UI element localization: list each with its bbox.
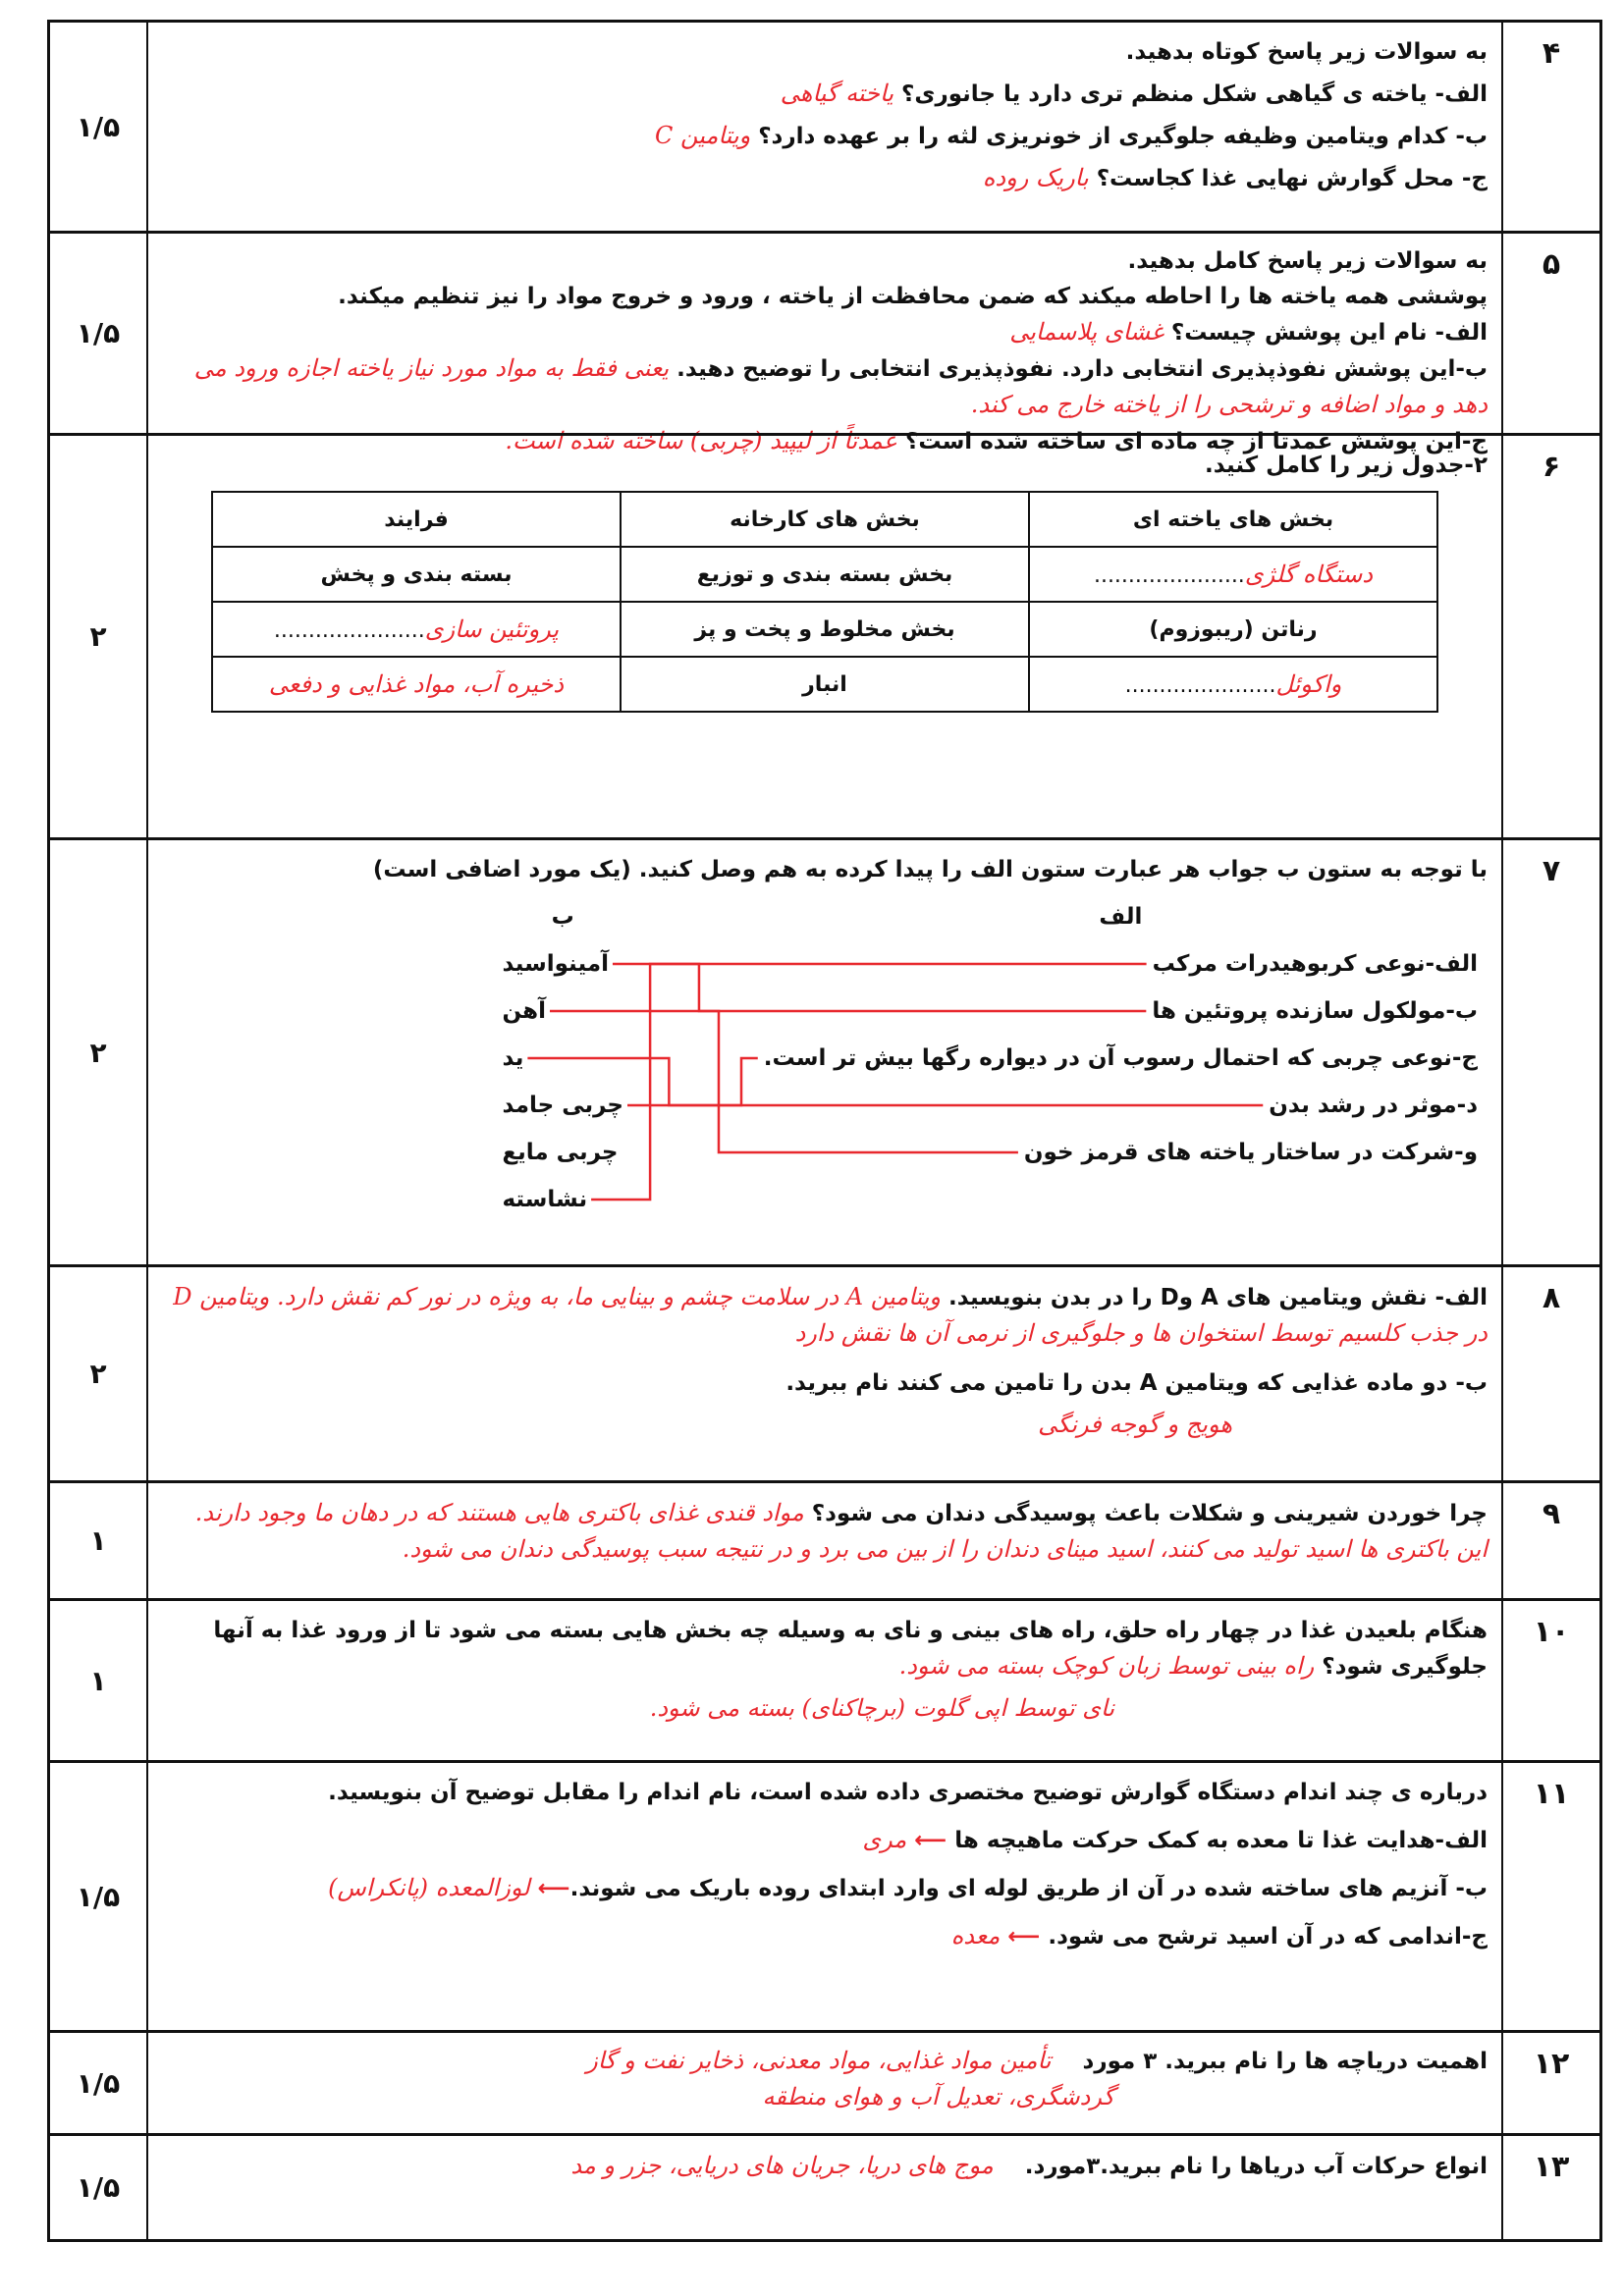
- handwritten-answer: مواد قندی غذای باکتری هایی هستند که در دهان ما وجود دارند. این باکتری ها اسید تولید می کنند، اسید مینای دندان را از بین می برد و در نتیجه سبب پوسیدگی دندان می شود.: [194, 1499, 1488, 1563]
- question-item: ب- آنزیم های ساخته شده در آن از طریق لوله ای وارد ابتدای روده باریک می شوند.⟵ لوزالمعده (پانکراس): [328, 1874, 1488, 1901]
- question-score: ۲: [50, 1267, 148, 1480]
- question-item: انواع حرکات آب دریاها را نام ببرید.۳مورد. موج های دریا، جریان های دریایی، جزر و مد: [570, 2152, 1488, 2179]
- handwritten-answer: ذخیره آب، مواد غذایی و دفعی: [268, 670, 565, 698]
- table-row: [212, 602, 1437, 657]
- question-body: [148, 1483, 1501, 1598]
- question-item: اهمیت دریاچه ها را نام ببرید. ۳ مورد تأمین مواد غذایی، مواد معدنی، ذخایر نفت و گاز: [586, 2047, 1488, 2074]
- question-item: ج-این پوشش عمدتا از چه ماده ای ساخته شده است؟ عمدتاً از لیپید (چربی) ساخته شده است.: [505, 427, 1488, 454]
- handwritten-answer: نای توسط اپی گلوت (برچاکنای) بسته می شود.: [649, 1694, 1114, 1722]
- question-item: چرا خوردن شیرینی و شکلات باعث پوسیدگی دندان می شود؟ مواد قندی غذای باکتری هایی هستند که در دهان ما وجود دارند. این باکتری ها اسید تولید می کنند، اسید مینای دندان را از بین می برد و در نتیجه سبب پوسیدگی دندان می شود.: [194, 1499, 1488, 1563]
- table-header-row: [212, 492, 1437, 547]
- question-number: ۵: [1501, 234, 1599, 433]
- handwritten-answer: ویتامین C: [655, 122, 751, 149]
- column-a: [764, 893, 1478, 1176]
- question-score: ۲: [50, 840, 148, 1264]
- question-score: ۲: [50, 436, 148, 837]
- column-b-item: چربی جامد: [502, 1093, 623, 1118]
- question-prompt: درباره ی چند اندام دستگاه گوارش توضیح مختصری داده شده است، نام اندام را مقابل توضیح آن بنویسید.: [328, 1780, 1488, 1805]
- handwritten-answer: غشای پلاسمایی: [1009, 318, 1164, 346]
- question-number: ۱۰: [1501, 1601, 1599, 1760]
- question-item: الف-هدایت غذا تا معده به کمک حرکت ماهیچه ها ⟵ مری: [862, 1826, 1488, 1853]
- question-score: ۱/۵: [50, 2136, 148, 2239]
- question-prompt: به سوالات زیر پاسخ کوتاه بدهید.: [1125, 39, 1488, 65]
- handwritten-answer: پروتئین سازی: [424, 615, 560, 643]
- column-b-item: آهن: [502, 998, 546, 1024]
- table-cell: پروتئین سازی......................: [212, 602, 621, 657]
- question-number: ۱۱: [1501, 1763, 1599, 2030]
- column-a-item: و-شرکت در ساختار یاخته های قرمز خون: [1023, 1140, 1478, 1165]
- question-row-4: [50, 23, 1599, 231]
- matching-area: [162, 893, 1488, 1237]
- handwritten-answer: مری: [862, 1826, 907, 1853]
- question-body: [148, 1267, 1501, 1480]
- table-cell: رناتن (ریبوزوم): [1029, 602, 1437, 657]
- question-number: ۱۳: [1501, 2136, 1599, 2239]
- column-b-item: چربی مایع: [502, 1140, 619, 1165]
- column-b: [502, 893, 623, 1223]
- table-header: فرایند: [212, 492, 621, 547]
- handwritten-answer: ویتامین A در سلامت چشم و بینایی ما، به ویژه در نور کم نقش دارد. ویتامین D در جذب کلسیم توسط استخوان ها و جلوگیری از نرمی آن ها نقش دارد: [173, 1283, 1488, 1347]
- question-body: [148, 23, 1501, 231]
- arrow-icon: ⟵: [914, 1828, 947, 1853]
- question-body: [148, 436, 1501, 837]
- table-cell: بخش مخلوط و پخت و پز: [621, 602, 1029, 657]
- question-item: هنگام بلعیدن غذا در چهار راه حلق، راه های بینی و نای به وسیله چه بخش هایی بسته می شود تا از ورود غذا به آنها جلوگیری شود؟ راه بینی توسط زبان کوچک بسته می شود.: [213, 1618, 1488, 1680]
- column-b-title: ب: [551, 904, 574, 930]
- table-cell: واکوئل......................: [1029, 657, 1437, 712]
- question-score: ۱/۵: [50, 234, 148, 433]
- question-score: ۱: [50, 1483, 148, 1598]
- arrow-icon: ⟵: [1007, 1924, 1041, 1949]
- handwritten-answer: گردشگری، تعدیل آب و هوای منطقه: [762, 2083, 1114, 2110]
- column-b-item: نشاسته: [502, 1187, 588, 1212]
- handwritten-answer: لوزالمعده (پانکراس): [328, 1874, 530, 1901]
- question-item: الف- یاخته ی گیاهی شکل منظم تری دارد یا جانوری؟ یاخته گیاهی: [780, 80, 1488, 107]
- question-prompt: با توجه به ستون ب جواب هر عبارت ستون الف را پیدا کرده به هم وصل کنید. (یک مورد اضافی است): [372, 857, 1488, 882]
- column-a-item: الف-نوعی کربوهیدرات مرکب: [1152, 951, 1478, 977]
- question-number: ۷: [1501, 840, 1599, 1264]
- question-item: الف- نام این پوشش چیست؟ غشای پلاسمایی: [1009, 318, 1488, 346]
- question-body: [148, 2033, 1501, 2133]
- column-b-item: ید: [502, 1045, 524, 1071]
- column-a-item: ج-نوعی چربی که احتمال رسوب آن در دیواره رگها بیش تر است.: [763, 1045, 1478, 1071]
- table-header: بخش های کارخانه: [621, 492, 1029, 547]
- table-cell: دستگاه گلژی......................: [1029, 547, 1437, 602]
- question-item: ج-اندامی که در آن اسید ترشح می شود. ⟵ معده: [950, 1922, 1488, 1949]
- question-row-12: [50, 2030, 1599, 2133]
- question-score: ۱/۵: [50, 2033, 148, 2133]
- question-number: ۴: [1501, 23, 1599, 231]
- exam-sheet: [47, 20, 1602, 2242]
- question-prompt: به سوالات زیر پاسخ کامل بدهید.: [1127, 248, 1488, 274]
- question-body: [148, 840, 1501, 1264]
- question-row-10: [50, 1598, 1599, 1760]
- handwritten-answer: تأمین مواد غذایی، مواد معدنی، ذخایر نفت و گاز: [586, 2047, 1052, 2074]
- question-row-8: [50, 1264, 1599, 1480]
- question-number: ۶: [1501, 436, 1599, 837]
- cell-parts-table: [211, 491, 1438, 713]
- handwritten-answer: دستگاه گلژی: [1244, 561, 1374, 588]
- question-row-13: [50, 2133, 1599, 2239]
- question-prompt: ۲-جدول زیر را کامل کنید.: [1204, 453, 1488, 478]
- handwritten-answer: معده: [950, 1922, 1001, 1949]
- arrow-icon: ⟵: [537, 1876, 570, 1901]
- column-a-title: الف: [1099, 904, 1143, 930]
- handwritten-answer: راه بینی توسط زبان کوچک بسته می شود.: [898, 1652, 1315, 1680]
- column-b-item: آمینواسید: [502, 951, 609, 977]
- table-cell: بسته بندی و پخش: [212, 547, 621, 602]
- question-row-7: [50, 837, 1599, 1264]
- question-row-11: [50, 1760, 1599, 2030]
- question-item: ب-این پوشش نفوذپذیری انتخابی دارد. نفوذپذیری انتخابی را توضیح دهید. یعنی فقط به مواد مورد نیاز یاخته اجازه ورود می دهد و مواد اضافه و ترشحی را از یاخته خارج می کند.: [193, 354, 1488, 418]
- question-number: ۸: [1501, 1267, 1599, 1480]
- question-row-9: [50, 1480, 1599, 1598]
- question-score: ۱: [50, 1601, 148, 1760]
- question-item: ج- محل گوارش نهایی غذا کجاست؟ باریک روده: [982, 164, 1488, 191]
- question-item: ب- دو ماده غذایی که ویتامین A بدن را تامین می کنند نام ببرید.: [785, 1370, 1488, 1396]
- column-a-item: ب-مولکول سازنده پروتئین ها: [1152, 998, 1478, 1024]
- handwritten-answer: باریک روده: [982, 164, 1089, 191]
- question-item: الف- نقش ویتامین های A وD را در بدن بنویسید. ویتامین A در سلامت چشم و بینایی ما، به ویژه در نور کم نقش دارد. ویتامین D در جذب کلسیم توسط استخوان ها و جلوگیری از نرمی آن ها نقش دارد: [173, 1283, 1488, 1347]
- table-row: [212, 547, 1437, 602]
- question-row-6: [50, 433, 1599, 837]
- question-body: [148, 2136, 1501, 2239]
- handwritten-answer: یاخته گیاهی: [780, 80, 894, 107]
- question-number: ۱۲: [1501, 2033, 1599, 2133]
- handwritten-answer: واکوئل: [1275, 670, 1342, 698]
- handwritten-answer: عمدتاً از لیپید (چربی) ساخته شده است.: [505, 427, 897, 454]
- question-item: ب- کدام ویتامین وظیفه جلوگیری از خونریزی لثه را بر عهده دارد؟ ویتامین C: [655, 122, 1488, 149]
- table-row: [212, 657, 1437, 712]
- question-body: [148, 1763, 1501, 2030]
- handwritten-answer: موج های دریا، جریان های دریایی، جزر و مد: [570, 2152, 994, 2179]
- question-number: ۹: [1501, 1483, 1599, 1598]
- handwritten-answer: هویج و گوجه فرنگی: [1038, 1411, 1232, 1438]
- question-body: [148, 234, 1501, 454]
- question-body: [148, 1601, 1501, 1760]
- question-score: ۱/۵: [50, 1763, 148, 2030]
- table-cell: بخش بسته بندی و توزیع: [621, 547, 1029, 602]
- question-score: ۱/۵: [50, 23, 148, 231]
- question-intro: پوششی همه یاخته ها را احاطه میکند که ضمن محافظت از یاخته ، ورود و خروج مواد را نیز تنظیم میکند.: [338, 284, 1488, 309]
- table-cell: انبار: [621, 657, 1029, 712]
- table-header: بخش های یاخته ای: [1029, 492, 1437, 547]
- column-a-item: د-موثر در رشد بدن: [1269, 1093, 1478, 1118]
- table-cell: [212, 657, 621, 712]
- question-row-5: [50, 231, 1599, 454]
- handwritten-answer: یعنی فقط به مواد مورد نیاز یاخته اجازه ورود می دهد و مواد اضافه و ترشحی را از یاخته خارج می کند.: [193, 354, 1488, 418]
- match-line: [627, 1058, 758, 1105]
